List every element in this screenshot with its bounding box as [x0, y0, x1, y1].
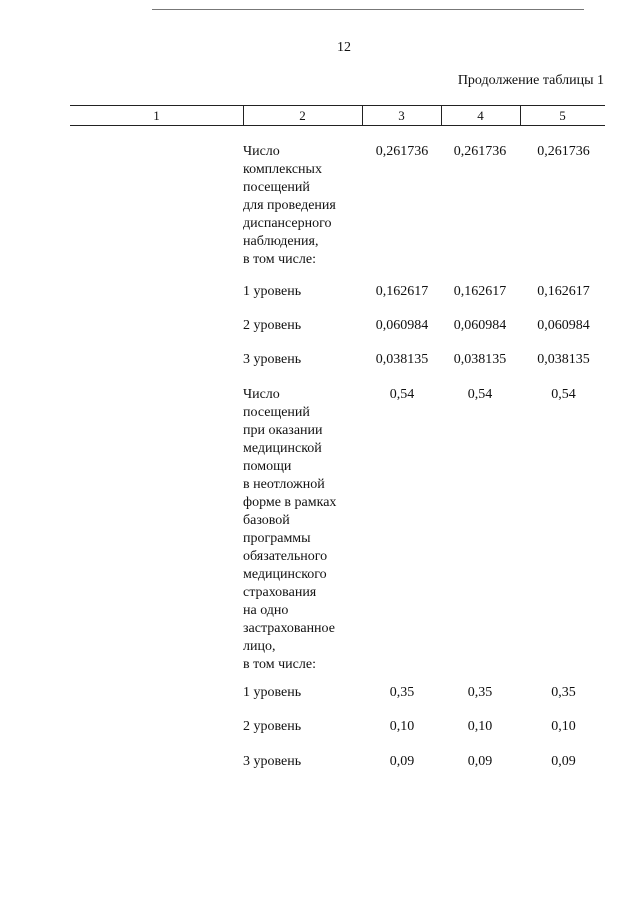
row-value-col4: 0,060984: [453, 318, 507, 333]
row-label: 2 уровень: [243, 719, 302, 734]
row-value-col4: 0,09: [467, 754, 493, 769]
header-cell-3: 3: [362, 106, 442, 125]
row-value-col5: 0,038135: [537, 352, 590, 367]
header-cell-2: 2: [243, 106, 363, 125]
top-rule: [152, 9, 584, 10]
row-label: 1 уровень: [243, 685, 302, 700]
row-value-col4: 0,10: [467, 719, 493, 734]
header-cell-4: 4: [441, 106, 521, 125]
row-value-col3: 0,09: [389, 754, 415, 769]
row-label: Число комплексных посещений для проведения диспансерного наблюдения, в том числе:: [243, 144, 336, 267]
row-value-col3: 0,162617: [375, 284, 429, 299]
page-number: 12: [337, 40, 351, 55]
row-value-col5: 0,261736: [537, 144, 590, 159]
header-cell-5: 5: [559, 108, 566, 123]
row-value-col3: 0,54: [389, 387, 415, 402]
row-label: 3 уровень: [243, 754, 302, 769]
row-value-col5: 0,162617: [537, 284, 590, 299]
row-value-col5: 0,35: [551, 685, 576, 700]
row-value-col5: 0,09: [551, 754, 576, 769]
row-value-col3: 0,35: [389, 685, 415, 700]
row-value-col3: 0,261736: [375, 144, 429, 159]
row-value-col3: 0,10: [389, 719, 415, 734]
row-label: 3 уровень: [243, 352, 302, 367]
row-value-col5: 0,10: [551, 719, 576, 734]
row-value-col4: 0,54: [467, 387, 493, 402]
row-label: 1 уровень: [243, 284, 302, 299]
row-value-col3: 0,060984: [375, 318, 429, 333]
row-value-col4: 0,261736: [453, 144, 507, 159]
header-cell-1: 1: [70, 106, 244, 125]
row-label: Число посещений при оказании медицинской помощи в неотложной форме в рамках базовой программы обязательного медицинского страхования на одно застрахованное лицо, в том числе:: [243, 387, 337, 672]
row-value-col3: 0,038135: [375, 352, 429, 367]
row-value-col5: 0,54: [551, 387, 576, 402]
row-value-col4: 0,35: [467, 685, 493, 700]
table-header-row: [70, 105, 605, 126]
row-value-col4: 0,162617: [453, 284, 507, 299]
row-value-col5: 0,060984: [537, 318, 590, 333]
table-continuation-label: Продолжение таблицы 1: [457, 73, 604, 88]
row-label: 2 уровень: [243, 318, 302, 333]
row-value-col4: 0,038135: [453, 352, 507, 367]
